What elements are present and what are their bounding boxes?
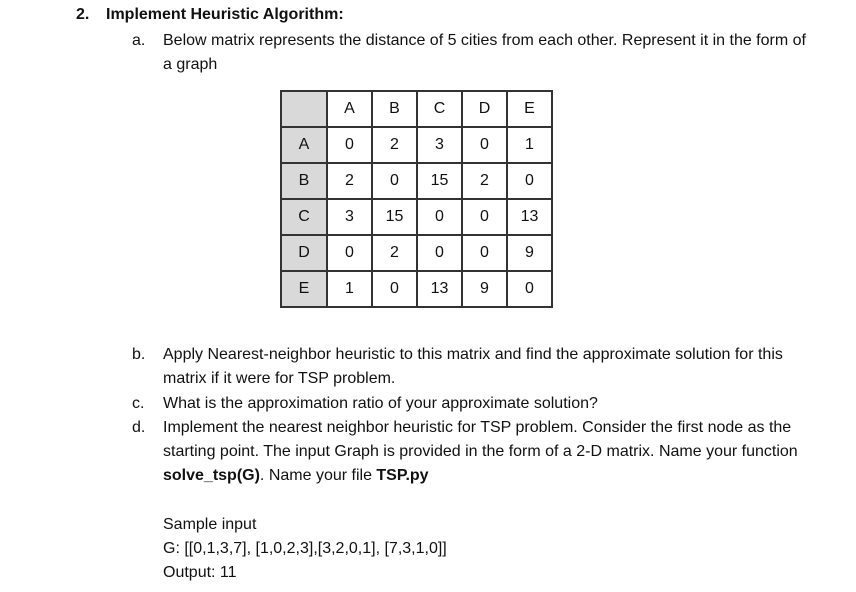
- subquestion-a: [132, 29, 812, 77]
- subquestion-d: [132, 416, 812, 488]
- matrix-cell: 0: [462, 199, 507, 235]
- matrix-cell: 1: [507, 127, 552, 163]
- matrix-cell: 2: [462, 163, 507, 199]
- matrix-cell: 13: [417, 271, 462, 307]
- matrix-col-header: B: [372, 91, 417, 127]
- matrix-row: [281, 199, 552, 235]
- subquestion-b-text: Apply Nearest-neighbor heuristic to this matrix and find the approximate solution for this matrix if it were for TSP problem.: [163, 346, 783, 387]
- matrix-row: [281, 235, 552, 271]
- matrix-cell: 0: [507, 163, 552, 199]
- matrix-cell: 1: [327, 271, 372, 307]
- subquestion-d-text-part2: . Name your file: [259, 467, 377, 484]
- matrix-row: [281, 127, 552, 163]
- matrix-col-header: E: [507, 91, 552, 127]
- matrix-cell: 2: [327, 163, 372, 199]
- sample-input-label: Sample input: [163, 516, 257, 533]
- matrix-header-row: [281, 91, 552, 127]
- sample-block: [163, 513, 447, 585]
- file-name: TSP.py: [376, 467, 429, 484]
- matrix-cell: 0: [372, 163, 417, 199]
- function-name: solve_tsp(G): [163, 467, 260, 484]
- sample-input-value: G: [[0,1,3,7], [1,0,2,3],[3,2,0,1], [7,3,1,0]]: [163, 540, 447, 557]
- subquestion-c: [132, 392, 812, 416]
- matrix-cell: 3: [327, 199, 372, 235]
- subquestion-a-text: Below matrix represents the distance of 5 cities from each other. Represent it in the form of a graph: [163, 32, 806, 73]
- matrix-cell: 0: [372, 271, 417, 307]
- matrix-cell: 0: [417, 235, 462, 271]
- subquestion-d-text-part1: Implement the nearest neighbor heuristic for TSP problem. Consider the first node as the starting point. The input Graph is provided in the form of a 2-D matrix. Name your function: [163, 419, 798, 460]
- matrix-cell: 0: [462, 127, 507, 163]
- matrix-cell: 13: [507, 199, 552, 235]
- matrix-col-header: D: [462, 91, 507, 127]
- matrix-col-header: A: [327, 91, 372, 127]
- matrix-cell: 0: [327, 127, 372, 163]
- matrix-cell: 9: [462, 271, 507, 307]
- subquestion-a-letter: a.: [132, 32, 146, 49]
- matrix-cell: 0: [417, 199, 462, 235]
- matrix-corner-cell: [281, 91, 327, 127]
- question-heading: [76, 6, 344, 24]
- question-number: 2.: [76, 6, 90, 23]
- matrix-col-header: C: [417, 91, 462, 127]
- sample-output: Output: 11: [163, 564, 237, 581]
- subquestion-c-letter: c.: [132, 395, 145, 412]
- matrix-row-header: B: [281, 163, 327, 199]
- matrix-row: [281, 163, 552, 199]
- distance-matrix: [280, 90, 553, 308]
- subquestion-d-text: [163, 416, 812, 488]
- matrix-row-header: C: [281, 199, 327, 235]
- matrix-row-header: A: [281, 127, 327, 163]
- matrix-cell: 9: [507, 235, 552, 271]
- matrix-cell: 2: [372, 127, 417, 163]
- matrix-row-header: D: [281, 235, 327, 271]
- subquestion-b-letter: b.: [132, 346, 146, 363]
- matrix-cell: 2: [372, 235, 417, 271]
- matrix-row: [281, 271, 552, 307]
- matrix-cell: 0: [507, 271, 552, 307]
- matrix-cell: 15: [417, 163, 462, 199]
- question-title: Implement Heuristic Algorithm:: [106, 6, 344, 23]
- matrix-cell: 0: [462, 235, 507, 271]
- matrix-cell: 0: [327, 235, 372, 271]
- subquestion-b: [132, 343, 812, 391]
- subquestion-d-letter: d.: [132, 419, 146, 436]
- matrix-cell: 15: [372, 199, 417, 235]
- matrix-cell: 3: [417, 127, 462, 163]
- matrix-row-header: E: [281, 271, 327, 307]
- subquestion-c-text: What is the approximation ratio of your approximate solution?: [163, 395, 598, 412]
